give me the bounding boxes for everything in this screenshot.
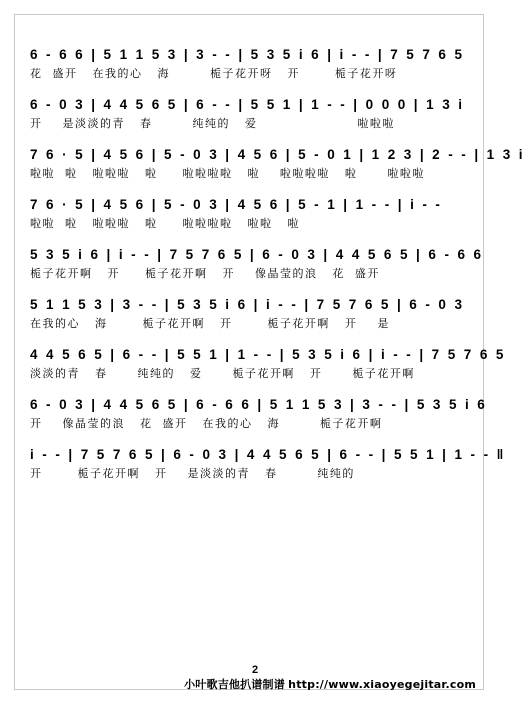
lyric-line: 花 盛开 在我的心 海 栀子花开呀 开 栀子花开呀 — [30, 67, 398, 80]
notation-line: 4 4 5 6 5 | 6 - - | 5 5 1 | 1 - - | 5 3 5 i 6 | i - - | 7 5 7 6 5 — [30, 347, 506, 362]
notation-line: 7 6 · 5 | 4 5 6 | 5 - 0 3 | 4 5 6 | 5 - 0 1 | 1 2 3 | 2 - - | 1 3 i — [30, 147, 525, 162]
credit-text: 小叶歌吉他扒谱制谱 — [184, 679, 285, 691]
notation-line: 5 3 5 i 6 | i - - | 7 5 7 6 5 | 6 - 0 3 | 4 4 5 6 5 | 6 - 6 6 — [30, 247, 484, 262]
score-system-8 — [30, 394, 488, 444]
score-system-5 — [30, 244, 484, 294]
lyric-line: 开 是淡淡的青 春 纯纯的 爱 啦啦啦 — [30, 117, 395, 130]
lyric-line: 在我的心 海 栀子花开啊 开 栀子花开啊 开 是 — [30, 317, 390, 330]
credit-line — [184, 676, 476, 692]
lyric-line: 淡淡的青 春 纯纯的 爱 栀子花开啊 开 栀子花开啊 — [30, 367, 415, 380]
music-score — [30, 44, 525, 494]
score-system-2 — [30, 94, 470, 144]
score-system-1 — [30, 44, 470, 94]
score-system-9 — [30, 444, 506, 494]
notation-line: 5 1 1 5 3 | 3 - - | 5 3 5 i 6 | i - - | 7 5 7 6 5 | 6 - 0 3 — [30, 297, 465, 312]
lyric-line: 开 像晶莹的浪 花 盛开 在我的心 海 栀子花开啊 — [30, 417, 383, 430]
site-url: http://www.xiaoyegejitar.com — [288, 678, 476, 691]
lyric-line: 栀子花开啊 开 栀子花开啊 开 像晶莹的浪 花 盛开 — [30, 267, 380, 280]
notation-line: 6 - 0 3 | 4 4 5 6 5 | 6 - 6 6 | 5 1 1 5 3 | 3 - - | 5 3 5 i 6 — [30, 397, 488, 412]
score-system-6 — [30, 294, 470, 344]
page-number: 2 — [251, 664, 259, 676]
lyric-line: 啦啦 啦 啦啦啦 啦 啦啦啦啦 啦 啦啦啦啦 啦 啦啦啦 — [30, 167, 425, 180]
lyric-line: 啦啦 啦 啦啦啦 啦 啦啦啦啦 啦啦 啦 — [30, 217, 300, 230]
score-system-3 — [30, 144, 525, 194]
lyric-line: 开 栀子花开啊 开 是淡淡的青 春 纯纯的 — [30, 467, 355, 480]
notation-line: 6 - 6 6 | 5 1 1 5 3 | 3 - - | 5 3 5 i 6 | i - - | 7 5 7 6 5 — [30, 47, 465, 62]
notation-line: i - - | 7 5 7 6 5 | 6 - 0 3 | 4 4 5 6 5 | 6 - - | 5 5 1 | 1 - - ‖ — [30, 447, 506, 462]
notation-line: 7 6 · 5 | 4 5 6 | 5 - 0 3 | 4 5 6 | 5 - 1 | 1 - - | i - - — [30, 197, 443, 212]
score-system-7 — [30, 344, 506, 394]
notation-line: 6 - 0 3 | 4 4 5 6 5 | 6 - - | 5 5 1 | 1 - - | 0 0 0 | 1 3 i — [30, 97, 465, 112]
score-system-4 — [30, 194, 470, 244]
